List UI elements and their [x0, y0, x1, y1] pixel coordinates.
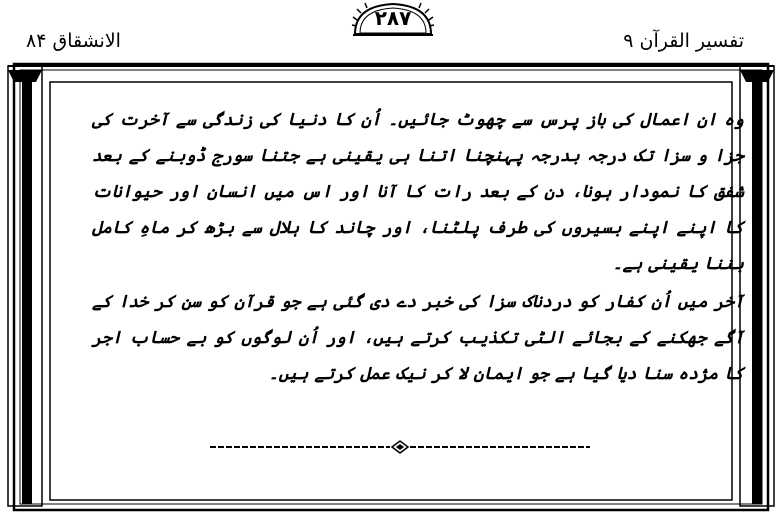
paragraph: وہ ان اعمال کی باز پرس سے چھوٹ جائیں۔ اُن کا دنیا کی زندگی سے آخرت کی جزا و سزا تک درجہ بدرجہ پہنچنا اتنا ہی یقینی ہے جتنا سورج ڈوبنے کے بعد شفق کا نمودار ہونا، دن کے بعد رات کا آنا اور اس میں انسان اور حیوانات کا اپنے اپنے بسیروں کی طرف پلٹنا، اور چاند کا ہلال سے بڑھ کر ماہِ کامل بننا یقینی ہے۔ — [92, 110, 744, 274]
commentary-text — [92, 102, 744, 394]
ornamental-divider-icon — [210, 440, 590, 454]
chapter-verse: الانشقاق ۸۴ — [26, 30, 121, 52]
page-number-seal — [351, 0, 435, 38]
page-number: ۲۸۷ — [374, 6, 412, 30]
page-header — [0, 0, 784, 60]
book-title: تفسیر القرآن ۹ — [623, 30, 744, 52]
paragraph: آخر میں اُن کفار کو دردناک سزا کی خبر دے دی گئی ہے جو قرآن کو سن کر خدا کے آگے جھکنے کے بجائے الٹی تکذیب کرتے ہیں، اور اُن لوگوں کو بے حساب اجر کا مژدہ سنا دیا گیا ہے جو ایمان لا کر نیک عمل کرتے ہیں۔ — [92, 292, 744, 384]
